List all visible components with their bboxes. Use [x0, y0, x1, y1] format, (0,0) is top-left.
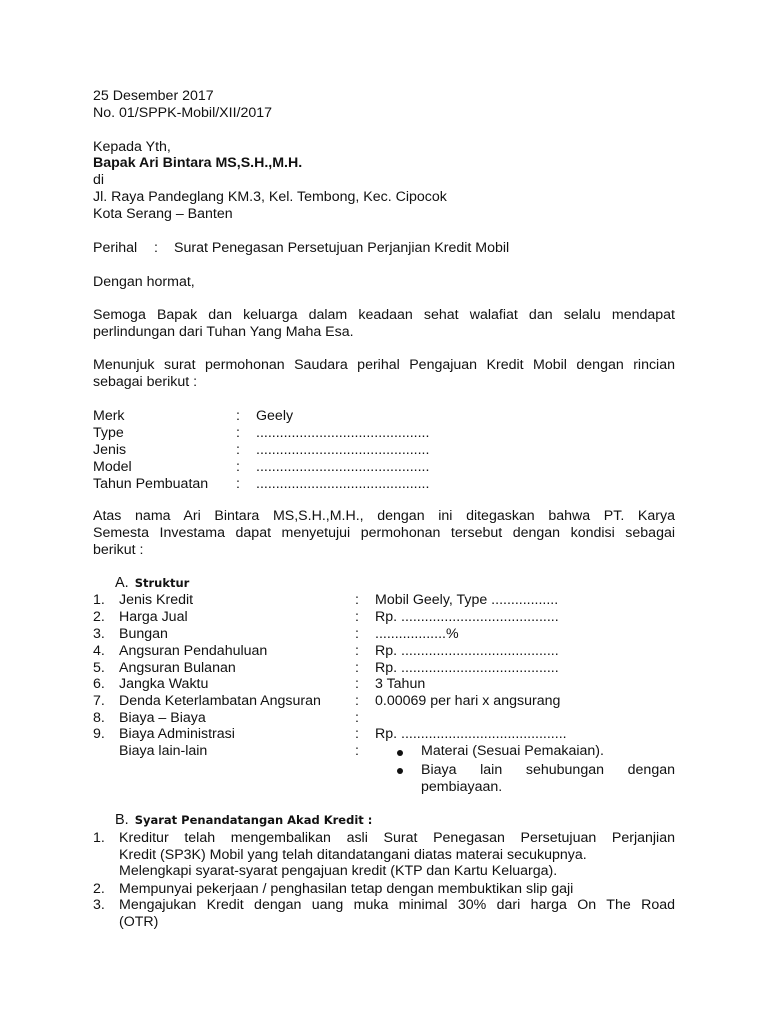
section-b-letter: B. [115, 812, 129, 828]
vehicle-row-jenis [93, 442, 675, 459]
letter-date: 25 Desember 2017 [93, 88, 214, 104]
structure-label: Angsuran Bulanan [119, 660, 236, 676]
structure-colon: : [355, 592, 359, 608]
vehicle-colon: : [236, 408, 240, 424]
greeting: Dengan hormat, [93, 274, 195, 290]
vehicle-value: ............................................ [256, 425, 430, 441]
structure-num: 4. [93, 643, 105, 659]
requirement-1-line-1: Kreditur telah mengembalikan asli Surat Penegasan Persetujuan Perjanjian [119, 830, 675, 846]
vehicle-label: Type [93, 425, 124, 441]
structure-label: Biaya lain-lain [119, 743, 208, 759]
subject-line [93, 240, 675, 257]
structure-colon: : [355, 609, 359, 625]
vehicle-label: Model [93, 459, 132, 475]
vehicle-value: Geely [256, 408, 294, 424]
vehicle-row-type [93, 425, 675, 442]
structure-label: Jangka Waktu [119, 676, 209, 692]
requirement-3-line-2: (OTR) [119, 914, 159, 930]
requirement-num: 1. [93, 830, 105, 846]
paragraph-3-line-2: Semesta Investama dapat menyetujui permohonan tersebut dengan kondisi sebagai [93, 525, 675, 541]
bullet-icon [397, 768, 403, 774]
structure-colon: : [355, 743, 359, 759]
vehicle-row-merk [93, 408, 675, 425]
requirement-2-line-1: Mempunyai pekerjaan / penghasilan tetap dengan membuktikan slip gaji [119, 881, 574, 897]
structure-row [93, 660, 675, 677]
structure-num: 6. [93, 676, 105, 692]
structure-colon: : [355, 643, 359, 659]
recipient-salutation: Kepada Yth, [93, 139, 171, 155]
section-b-title: Syarat Penandatangan Akad Kredit : [134, 813, 373, 827]
structure-num: 8. [93, 710, 105, 726]
structure-row [93, 609, 675, 626]
structure-value: 0.00069 per hari x angsurang [375, 693, 561, 709]
vehicle-colon: : [236, 459, 240, 475]
section-a-letter: A. [115, 575, 129, 591]
vehicle-label: Jenis [93, 442, 127, 458]
section-a-heading [115, 575, 189, 592]
structure-value: Rp. ........................................ [375, 643, 559, 659]
vehicle-label: Merk [93, 408, 125, 424]
structure-label: Biaya – Biaya [119, 710, 206, 726]
paragraph-1-line-1: Semoga Bapak dan keluarga dalam keadaan sehat walafiat dan selalu mendapat [93, 307, 675, 323]
structure-row [93, 643, 675, 660]
structure-value: Rp. .......................................... [375, 726, 567, 742]
recipient-di: di [93, 172, 105, 188]
structure-label: Bungan [119, 626, 168, 642]
recipient-address-line2: Kota Serang – Banten [93, 206, 233, 222]
structure-row [93, 676, 675, 693]
vehicle-value: ............................................ [256, 476, 430, 492]
bullet-materai: Materai (Sesuai Pemakaian). [421, 743, 604, 759]
section-b-heading [115, 812, 372, 829]
structure-row [93, 592, 675, 609]
paragraph-2-line-1: Menunjuk surat permohonan Saudara perihal Pengajuan Kredit Mobil dengan rincian [93, 357, 675, 373]
structure-value: Rp. ........................................ [375, 660, 559, 676]
vehicle-row-tahun [93, 476, 675, 493]
subject-label: Perihal [93, 240, 138, 256]
structure-num: 7. [93, 693, 105, 709]
structure-label: Biaya Administrasi [119, 726, 235, 742]
structure-colon: : [355, 726, 359, 742]
vehicle-colon: : [236, 442, 240, 458]
structure-row [93, 626, 675, 643]
requirement-num: 2. [93, 881, 105, 897]
structure-value: Mobil Geely, Type ................. [375, 592, 559, 608]
structure-num: 2. [93, 609, 105, 625]
recipient-address-line1: Jl. Raya Pandeglang KM.3, Kel. Tembong, Kec. Cipocok [93, 189, 447, 205]
structure-colon: : [355, 676, 359, 692]
structure-label: Angsuran Pendahuluan [119, 643, 268, 659]
structure-row [93, 710, 675, 727]
paragraph-3-line-3: berikut : [93, 542, 144, 558]
structure-label: Denda Keterlambatan Angsuran [119, 693, 321, 709]
structure-num: 9. [93, 726, 105, 742]
subject-text: Surat Penegasan Persetujuan Perjanjian Kredit Mobil [174, 240, 510, 256]
structure-row [93, 726, 675, 743]
requirement-num: 3. [93, 897, 105, 913]
subject-colon: : [154, 240, 158, 256]
section-a-title: Struktur [134, 576, 190, 590]
bullet-icon [397, 750, 403, 756]
vehicle-colon: : [236, 425, 240, 441]
vehicle-label: Tahun Pembuatan [93, 476, 209, 492]
structure-colon: : [355, 693, 359, 709]
vehicle-row-model [93, 459, 675, 476]
structure-colon: : [355, 710, 359, 726]
requirement-3-line-1: Mengajukan Kredit dengan uang muka minimal 30% dari harga On The Road [119, 897, 675, 913]
vehicle-value: ............................................ [256, 459, 430, 475]
structure-value: ..................% [375, 626, 459, 642]
structure-value: Rp. ........................................ [375, 609, 559, 625]
bullet-other-fees-line-1: Biaya lain sehubungan dengan [421, 762, 675, 778]
vehicle-value: ............................................ [256, 442, 430, 458]
structure-colon: : [355, 626, 359, 642]
vehicle-colon: : [236, 476, 240, 492]
structure-row [93, 693, 675, 710]
letter-number: No. 01/SPPK-Mobil/XII/2017 [93, 105, 273, 121]
bullet-other-fees-line-2: pembiayaan. [421, 779, 503, 795]
structure-label: Harga Jual [119, 609, 188, 625]
paragraph-1-line-2: perlindungan dari Tuhan Yang Maha Esa. [93, 324, 354, 340]
structure-value: 3 Tahun [375, 676, 426, 692]
structure-label: Jenis Kredit [119, 592, 194, 608]
recipient-name: Bapak Ari Bintara MS,S.H.,M.H. [93, 155, 303, 171]
requirement-1-line-2: Kredit (SP3K) Mobil yang telah ditandatangani diatas materai secukupnya. [119, 847, 587, 863]
structure-colon: : [355, 660, 359, 676]
paragraph-2-line-2: sebagai berikut : [93, 374, 198, 390]
structure-num: 1. [93, 592, 105, 608]
requirement-1-line-3: Melengkapi syarat-syarat pengajuan kredit (KTP dan Kartu Keluarga). [119, 863, 558, 879]
paragraph-3-line-1: Atas nama Ari Bintara MS,S.H.,M.H., dengan ini ditegaskan bahwa PT. Karya [93, 508, 675, 524]
structure-num: 5. [93, 660, 105, 676]
structure-num: 3. [93, 626, 105, 642]
